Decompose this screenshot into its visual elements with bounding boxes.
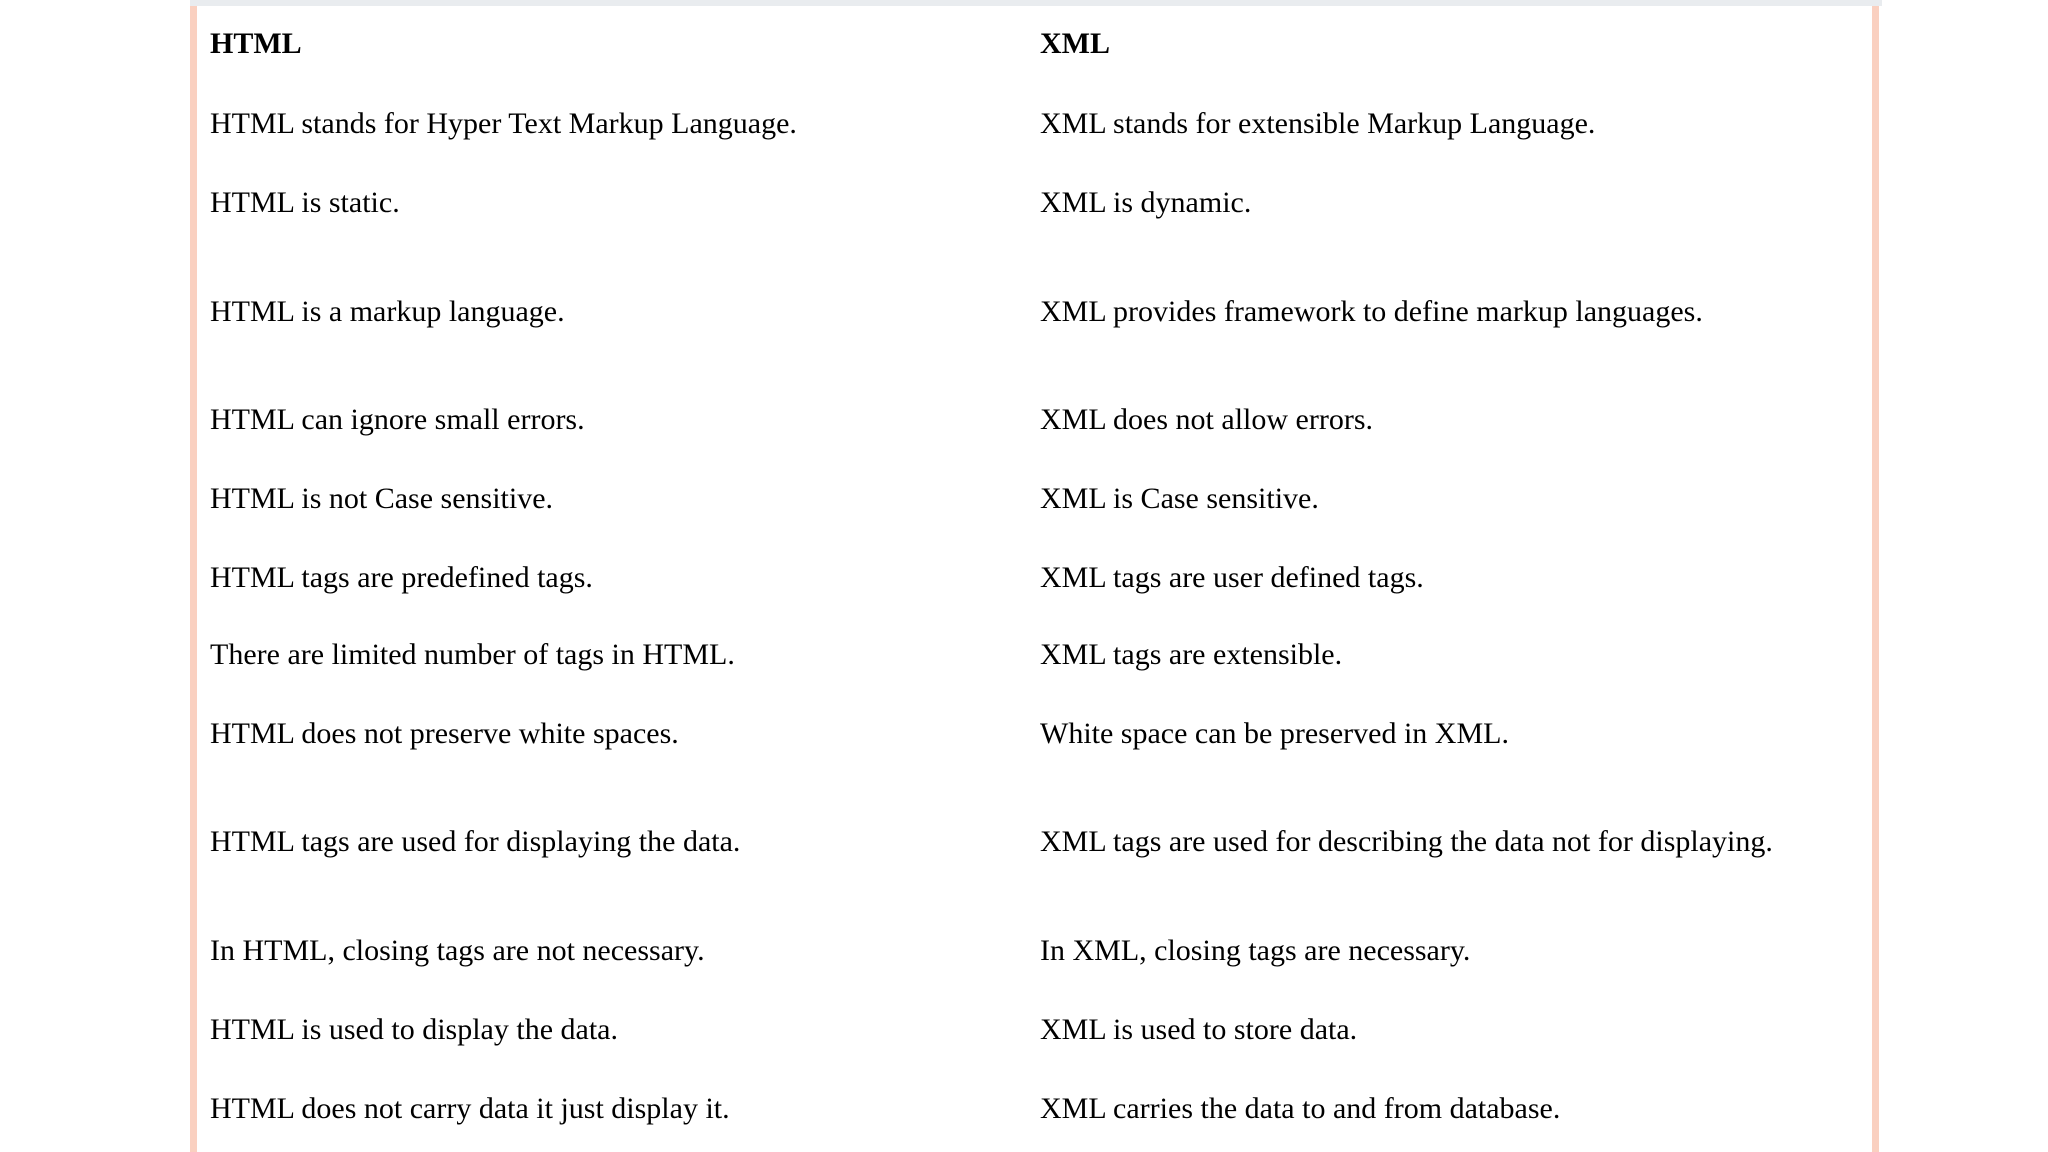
- table-cell-html: HTML stands for Hyper Text Markup Language.: [210, 107, 797, 140]
- table-cell-html: HTML tags are predefined tags.: [210, 561, 593, 594]
- table-cell-html: HTML is a markup language.: [210, 295, 565, 328]
- table-cell-html: HTML can ignore small errors.: [210, 403, 585, 436]
- table-cell-html: There are limited number of tags in HTML.: [210, 638, 735, 671]
- table-cell-xml: XML does not allow errors.: [1040, 403, 1373, 436]
- table-cell-xml: XML tags are user defined tags.: [1040, 561, 1424, 594]
- table-cell-xml: XML carries the data to and from database.: [1040, 1092, 1561, 1125]
- table-cell-xml: White space can be preserved in XML.: [1040, 717, 1509, 750]
- header-xml: XML: [1040, 27, 1110, 60]
- table-cell-html: HTML is static.: [210, 186, 400, 219]
- table-cell-xml: XML is dynamic.: [1040, 186, 1252, 219]
- table-cell-html: HTML does not preserve white spaces.: [210, 717, 679, 750]
- table-cell-html: HTML does not carry data it just display it.: [210, 1092, 730, 1125]
- table-cell-xml: XML tags are extensible.: [1040, 638, 1343, 671]
- table-cell-html: In HTML, closing tags are not necessary.: [210, 934, 705, 967]
- page-border-right: [1872, 6, 1879, 1152]
- table-cell-xml: XML stands for extensible Markup Language.: [1040, 107, 1596, 140]
- table-cell-html: HTML is not Case sensitive.: [210, 482, 554, 515]
- table-cell-html: HTML tags are used for displaying the data.: [210, 825, 741, 858]
- page-border-left: [190, 6, 197, 1152]
- table-cell-xml: XML is Case sensitive.: [1040, 482, 1319, 515]
- table-cell-xml: XML is used to store data.: [1040, 1013, 1358, 1046]
- header-html: HTML: [210, 27, 302, 60]
- table-cell-xml: In XML, closing tags are necessary.: [1040, 934, 1471, 967]
- table-cell-xml: XML provides framework to define markup languages.: [1040, 295, 1703, 328]
- table-cell-html: HTML is used to display the data.: [210, 1013, 618, 1046]
- table-cell-xml: XML tags are used for describing the data not for displaying.: [1040, 825, 1773, 858]
